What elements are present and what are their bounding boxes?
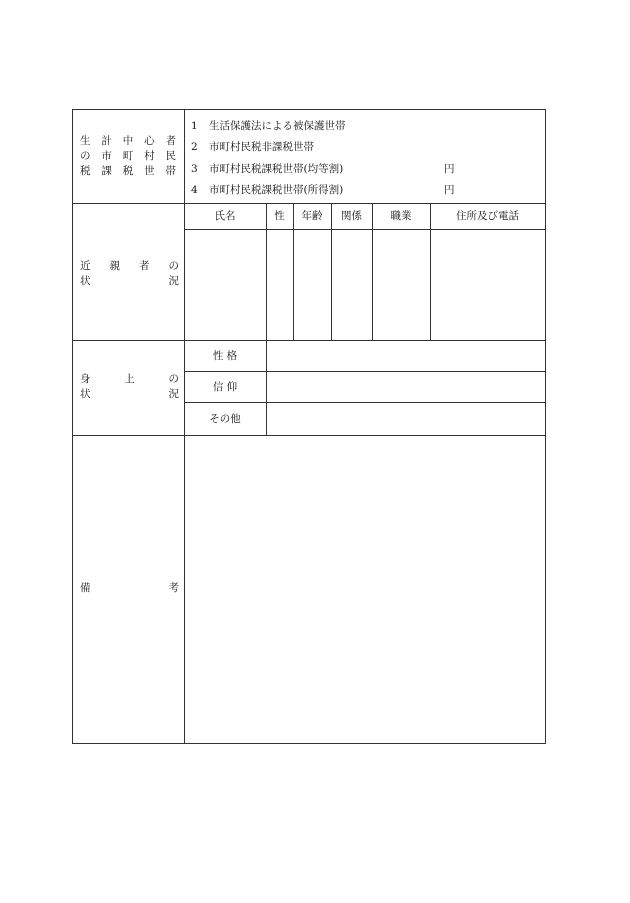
- label-char: 状: [80, 275, 91, 287]
- label-char: 村: [144, 150, 155, 162]
- label-char: 考: [168, 582, 179, 594]
- label-char: 心: [144, 135, 155, 147]
- personal-row-other: その他: [209, 413, 241, 425]
- label-char: 身: [80, 373, 91, 385]
- label-char: 市: [101, 150, 112, 162]
- col-header-name: 氏名: [214, 210, 236, 222]
- personal-row-character: 性 格: [212, 350, 238, 362]
- yen-unit-4: 円: [444, 184, 455, 196]
- label-char: 者: [139, 260, 150, 272]
- personal-label-divider: [266, 340, 267, 435]
- label-char: 者: [165, 135, 176, 147]
- col-header-occupation: 職業: [390, 210, 412, 222]
- divider-relatives-personal: [73, 340, 545, 341]
- col-header-age: 年齢: [301, 210, 323, 222]
- household-option-2: [191, 141, 314, 153]
- label-char: 課: [101, 165, 112, 177]
- relatives-label-line-2: [80, 274, 179, 289]
- col-header-relation: 関係: [341, 210, 362, 222]
- label-char: 備: [80, 582, 91, 594]
- personal-label-line-2: [80, 387, 179, 402]
- label-char: の: [168, 373, 179, 385]
- personal-row-religion: 信 仰: [212, 381, 238, 393]
- option-number: 2: [191, 141, 198, 153]
- label-char: の: [80, 150, 91, 162]
- label-char: 帯: [165, 165, 176, 177]
- divider-personal-row1: [184, 371, 545, 372]
- option-text: 市町村民税課税世帯(均等割): [209, 163, 344, 175]
- label-char: 況: [168, 275, 179, 287]
- household-label-line-1: [80, 134, 176, 149]
- option-number: 1: [191, 120, 198, 132]
- divider-personal-remarks: [73, 435, 545, 436]
- personal-label: [80, 372, 179, 402]
- household-option-1: [191, 120, 346, 132]
- option-text: 生活保護法による被保護世帯: [209, 120, 346, 132]
- col-header-sex: 性: [274, 210, 285, 222]
- option-text: 市町村民税課税世帯(所得割): [209, 184, 344, 196]
- label-char: 計: [101, 135, 112, 147]
- household-label-line-3: [80, 164, 176, 179]
- option-text: 市町村民税非課税世帯: [209, 141, 315, 153]
- label-char: 民: [165, 150, 176, 162]
- relatives-label: [80, 259, 179, 289]
- label-char: の: [168, 260, 179, 272]
- household-option-3: [191, 163, 343, 175]
- divider-personal-row2: [184, 402, 545, 403]
- label-char: 上: [124, 373, 135, 385]
- label-char: 税: [122, 165, 134, 177]
- label-char: 町: [122, 150, 134, 162]
- label-char: 状: [80, 388, 91, 400]
- label-char: 近: [80, 260, 91, 272]
- label-char: 親: [109, 260, 120, 272]
- label-char: 況: [168, 388, 179, 400]
- personal-label-line-1: [80, 372, 179, 387]
- household-label-line-2: [80, 149, 176, 164]
- label-char: 世: [144, 165, 155, 177]
- application-form-table: [72, 109, 546, 744]
- col-header-address-phone: 住所及び電話: [456, 210, 519, 222]
- relatives-label-line-1: [80, 259, 179, 274]
- label-char: 中: [122, 135, 134, 147]
- household-option-4: [191, 184, 343, 196]
- yen-unit-3: 円: [444, 163, 455, 175]
- label-char: 生: [80, 135, 91, 147]
- remarks-label: [80, 581, 179, 596]
- option-number: 3: [191, 163, 198, 175]
- option-number: 4: [191, 184, 198, 196]
- household-type-label: [80, 134, 176, 179]
- label-char: 税: [80, 165, 91, 177]
